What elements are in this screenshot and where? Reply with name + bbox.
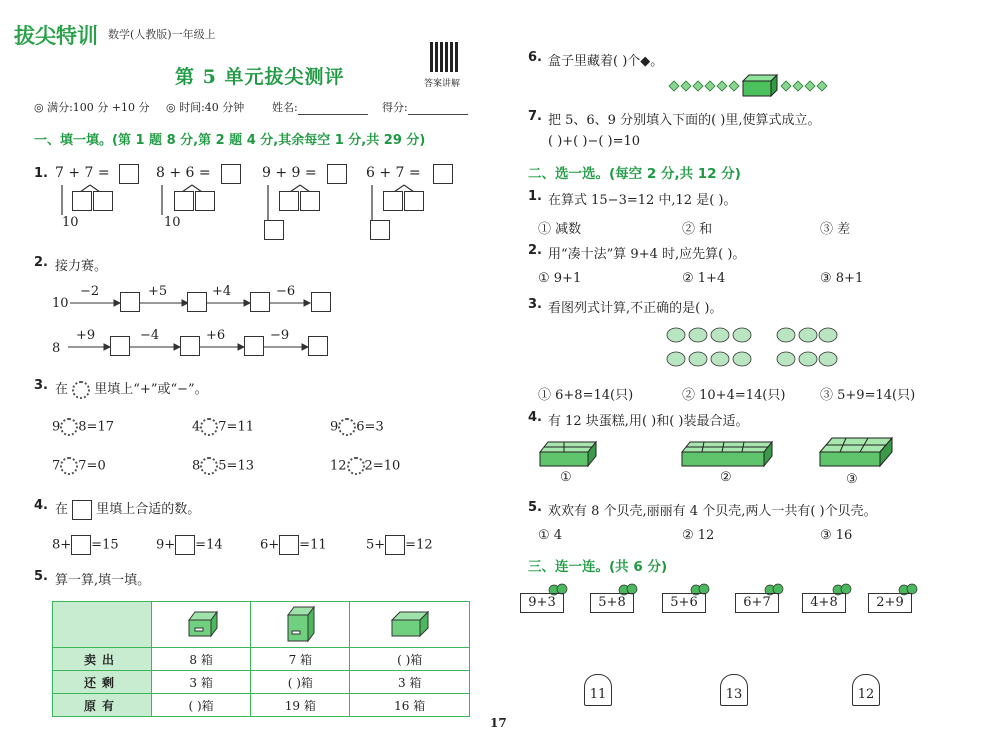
- answer-box[interactable]: [175, 535, 195, 555]
- page-number: 17: [490, 716, 507, 730]
- choice-option[interactable]: ③: [846, 472, 858, 487]
- q4-left: 5+: [366, 537, 386, 553]
- q3-left: 9: [52, 419, 61, 435]
- answer-box[interactable]: [174, 191, 194, 211]
- table-cell[interactable]: ( )箱: [152, 694, 251, 717]
- c2-number: 2.: [528, 243, 542, 258]
- choice-option[interactable]: ① 9+1: [538, 271, 582, 286]
- choice-option[interactable]: ② 和: [682, 222, 713, 237]
- q4-text2: 里填上合适的数。: [96, 502, 201, 517]
- c5-number: 5.: [528, 500, 542, 515]
- name-field[interactable]: [272, 99, 368, 115]
- q1-expr: 9 + 9 =: [262, 165, 317, 181]
- relay-op: −9: [270, 328, 290, 343]
- relay-op: −4: [140, 328, 160, 343]
- hens-illustration: [664, 323, 839, 375]
- q4-item: [260, 535, 327, 555]
- q7-text: 把 5、6、9 分别填入下面的( )里,使算式成立。: [548, 113, 821, 128]
- flower-icon: [72, 381, 90, 399]
- flower-blank[interactable]: [60, 457, 78, 475]
- match-card[interactable]: 2+9: [868, 593, 912, 613]
- box-tall-icon: [282, 603, 318, 643]
- answer-box[interactable]: [404, 191, 424, 211]
- choice-option[interactable]: ②: [720, 470, 732, 485]
- box-image-cell: [251, 602, 350, 648]
- score-label: 得分:: [382, 101, 408, 114]
- section-1-title: 一、填一填。(第 1 题 8 分,第 2 题 4 分,其余每空 1 分,共 29 分): [34, 133, 426, 148]
- table-row: [53, 648, 470, 671]
- table-cell: 8 箱: [152, 648, 251, 671]
- box-image-cell: [152, 602, 251, 648]
- q2-number: 2.: [34, 255, 48, 270]
- q6-number: 6.: [528, 50, 542, 65]
- relay-op: +4: [212, 284, 232, 299]
- time-info: ◎ 时间:40 分钟: [166, 101, 245, 114]
- q2-text: 接力赛。: [55, 259, 108, 274]
- answer-box[interactable]: [250, 292, 270, 312]
- table-cell[interactable]: ( )箱: [251, 671, 350, 694]
- flower-blank[interactable]: [200, 418, 218, 436]
- target-house[interactable]: 11: [584, 674, 612, 706]
- relay-op: −6: [276, 284, 296, 299]
- choice-option[interactable]: ①: [560, 470, 572, 485]
- answer-box[interactable]: [264, 220, 284, 240]
- q3-left: 9: [330, 419, 339, 435]
- choice-option[interactable]: ③ 5+9=14(只): [820, 388, 916, 403]
- section-2-title: 二、选一选。(每空 2 分,共 12 分): [528, 166, 741, 182]
- choice-option[interactable]: ③ 16: [820, 528, 853, 543]
- q4-left: 8+: [52, 537, 72, 553]
- choice-option[interactable]: ② 10+4=14(只): [682, 388, 786, 403]
- table-cell: 3 箱: [350, 671, 470, 694]
- answer-box[interactable]: [311, 292, 331, 312]
- flower-blank[interactable]: [60, 418, 78, 436]
- q4-right: =12: [405, 537, 433, 553]
- q4-prompt: [55, 498, 200, 520]
- answer-box[interactable]: [72, 191, 92, 211]
- answer-box[interactable]: [279, 191, 299, 211]
- choice-option[interactable]: ② 12: [682, 528, 715, 543]
- tray-8-icon: [680, 440, 776, 470]
- c3-number: 3.: [528, 297, 542, 312]
- answer-box[interactable]: [383, 191, 403, 211]
- q3-item: [52, 418, 114, 436]
- c1-number: 1.: [528, 189, 542, 204]
- box-small-icon: [183, 608, 219, 638]
- score-info: ◎ 满分:100 分 +10 分: [34, 101, 150, 114]
- table-cell[interactable]: ( )箱: [350, 648, 470, 671]
- answer-box[interactable]: [93, 191, 113, 211]
- q3-item: [192, 418, 254, 436]
- q3-left: 7: [52, 458, 61, 474]
- match-card[interactable]: 6+7: [735, 593, 779, 613]
- flower-blank[interactable]: [347, 457, 365, 475]
- relay-op: +5: [148, 284, 168, 299]
- section-3-title: 三、连一连。(共 6 分): [528, 559, 668, 575]
- q3-item: [330, 418, 384, 436]
- box-image-cell: [350, 602, 470, 648]
- q3-item: [52, 457, 106, 475]
- q4-left: 9+: [156, 537, 176, 553]
- q7-expr[interactable]: ( )+( )−( )=10: [548, 134, 641, 149]
- q3-right: 7=11: [218, 419, 254, 435]
- q4-item: [156, 535, 223, 555]
- answer-box[interactable]: [71, 535, 91, 555]
- table-corner: [53, 602, 152, 648]
- name-label: 姓名:: [272, 101, 298, 114]
- c4-text: 有 12 块蛋糕,用( )和( )装最合适。: [548, 414, 749, 429]
- q1-expr: 8 + 6 =: [156, 165, 211, 181]
- answer-box[interactable]: [120, 292, 140, 312]
- relay-start-2: 8: [52, 341, 61, 356]
- answer-box[interactable]: [180, 336, 200, 356]
- q5-number: 5.: [34, 569, 48, 584]
- q3-right: 8=17: [78, 419, 114, 435]
- target-house[interactable]: 13: [720, 674, 748, 706]
- choice-option[interactable]: ③ 8+1: [820, 271, 864, 286]
- c2-text: 用“凑十法”算 9+4 时,应先算( )。: [548, 247, 746, 262]
- q4-item: [366, 535, 433, 555]
- match-card[interactable]: 5+6: [662, 593, 706, 613]
- row-label: 卖出: [53, 648, 152, 671]
- match-card[interactable]: 5+8: [590, 593, 634, 613]
- q3-right: 5=13: [218, 458, 254, 474]
- q4-right: =11: [299, 537, 327, 553]
- qr-code-icon[interactable]: [430, 42, 460, 72]
- choice-option[interactable]: ① 6+8=14(只): [538, 388, 634, 403]
- relay-start-1: 10: [52, 296, 69, 311]
- brand-logo: 拔尖特训: [14, 24, 98, 48]
- q4-item: [52, 535, 119, 555]
- q3-right: 6=3: [356, 419, 384, 435]
- answer-box[interactable]: [195, 191, 215, 211]
- answer-box[interactable]: [308, 336, 328, 356]
- q3-prompt: [55, 378, 208, 399]
- choice-option[interactable]: ③ 差: [820, 222, 851, 237]
- c5-text: 欢欢有 8 个贝壳,丽丽有 4 个贝壳,两人一共有( )个贝壳。: [548, 504, 877, 519]
- table-cell: 19 箱: [251, 694, 350, 717]
- q3-number: 3.: [34, 378, 48, 393]
- table-cell: 3 箱: [152, 671, 251, 694]
- answer-box[interactable]: [300, 191, 320, 211]
- qr-caption: 答案讲解: [424, 79, 461, 89]
- answer-box[interactable]: [370, 220, 390, 240]
- c4-number: 4.: [528, 410, 542, 425]
- flower-blank[interactable]: [200, 457, 218, 475]
- q3-left: 8: [192, 458, 201, 474]
- answer-box[interactable]: [244, 336, 264, 356]
- ten-label: 10: [62, 215, 79, 230]
- box-icon: [72, 500, 92, 520]
- box-wide-icon: [388, 608, 432, 638]
- relay-op: −2: [80, 284, 100, 299]
- match-card[interactable]: 4+8: [802, 593, 846, 613]
- sales-table: [52, 601, 470, 717]
- q7-number: 7.: [528, 109, 542, 124]
- answer-box[interactable]: [110, 336, 130, 356]
- q4-right: =14: [195, 537, 223, 553]
- q4-text: 在: [55, 502, 69, 517]
- choice-option[interactable]: ① 减数: [538, 222, 582, 237]
- table-cell: 16 箱: [350, 694, 470, 717]
- q3-text2: 里填上“+”或“−”。: [94, 382, 208, 397]
- answer-box[interactable]: [385, 535, 405, 555]
- q1-expr: 7 + 7 =: [55, 165, 110, 181]
- diamond-box-illustration: [665, 72, 830, 100]
- flower-blank[interactable]: [338, 418, 356, 436]
- table-row: [53, 671, 470, 694]
- ten-label: 10: [164, 215, 181, 230]
- choice-option[interactable]: ① 4: [538, 528, 563, 543]
- c3-text: 看图列式计算,不正确的是( )。: [548, 301, 723, 316]
- q6-text: 盒子里藏着( )个◆。: [548, 54, 664, 69]
- subject-label: 数学(人教版)一年级上: [108, 28, 216, 41]
- q3-text: 在: [55, 382, 69, 397]
- tray-6-icon: [818, 436, 894, 472]
- row-label: 还剩: [53, 671, 152, 694]
- q1-expr: 6 + 7 =: [366, 165, 421, 181]
- q4-right: =15: [91, 537, 119, 553]
- q4-number: 4.: [34, 498, 48, 513]
- q5-text: 算一算,填一填。: [55, 573, 151, 588]
- q4-left: 6+: [260, 537, 280, 553]
- q3-left: 4: [192, 419, 201, 435]
- q3-item: [330, 457, 400, 475]
- match-card[interactable]: 9+3: [520, 593, 564, 613]
- table-row: [53, 694, 470, 717]
- answer-box[interactable]: [279, 535, 299, 555]
- relay-op: +9: [76, 328, 96, 343]
- relay-op: +6: [206, 328, 226, 343]
- row-label: 原有: [53, 694, 152, 717]
- c1-text: 在算式 15−3=12 中,12 是( )。: [548, 193, 737, 208]
- choice-option[interactable]: ② 1+4: [682, 271, 726, 286]
- q3-item: [192, 457, 254, 475]
- tray-4-icon: [538, 440, 598, 470]
- score-field[interactable]: [382, 99, 468, 115]
- answer-box[interactable]: [187, 292, 207, 312]
- q3-right: 2=10: [364, 458, 401, 474]
- table-cell: 7 箱: [251, 648, 350, 671]
- page-title: 第 5 单元拔尖测评: [175, 66, 345, 88]
- q3-left: 12: [330, 458, 347, 474]
- target-house[interactable]: 12: [852, 674, 880, 706]
- q1-number: 1.: [34, 166, 48, 181]
- q3-right: 7=0: [78, 458, 106, 474]
